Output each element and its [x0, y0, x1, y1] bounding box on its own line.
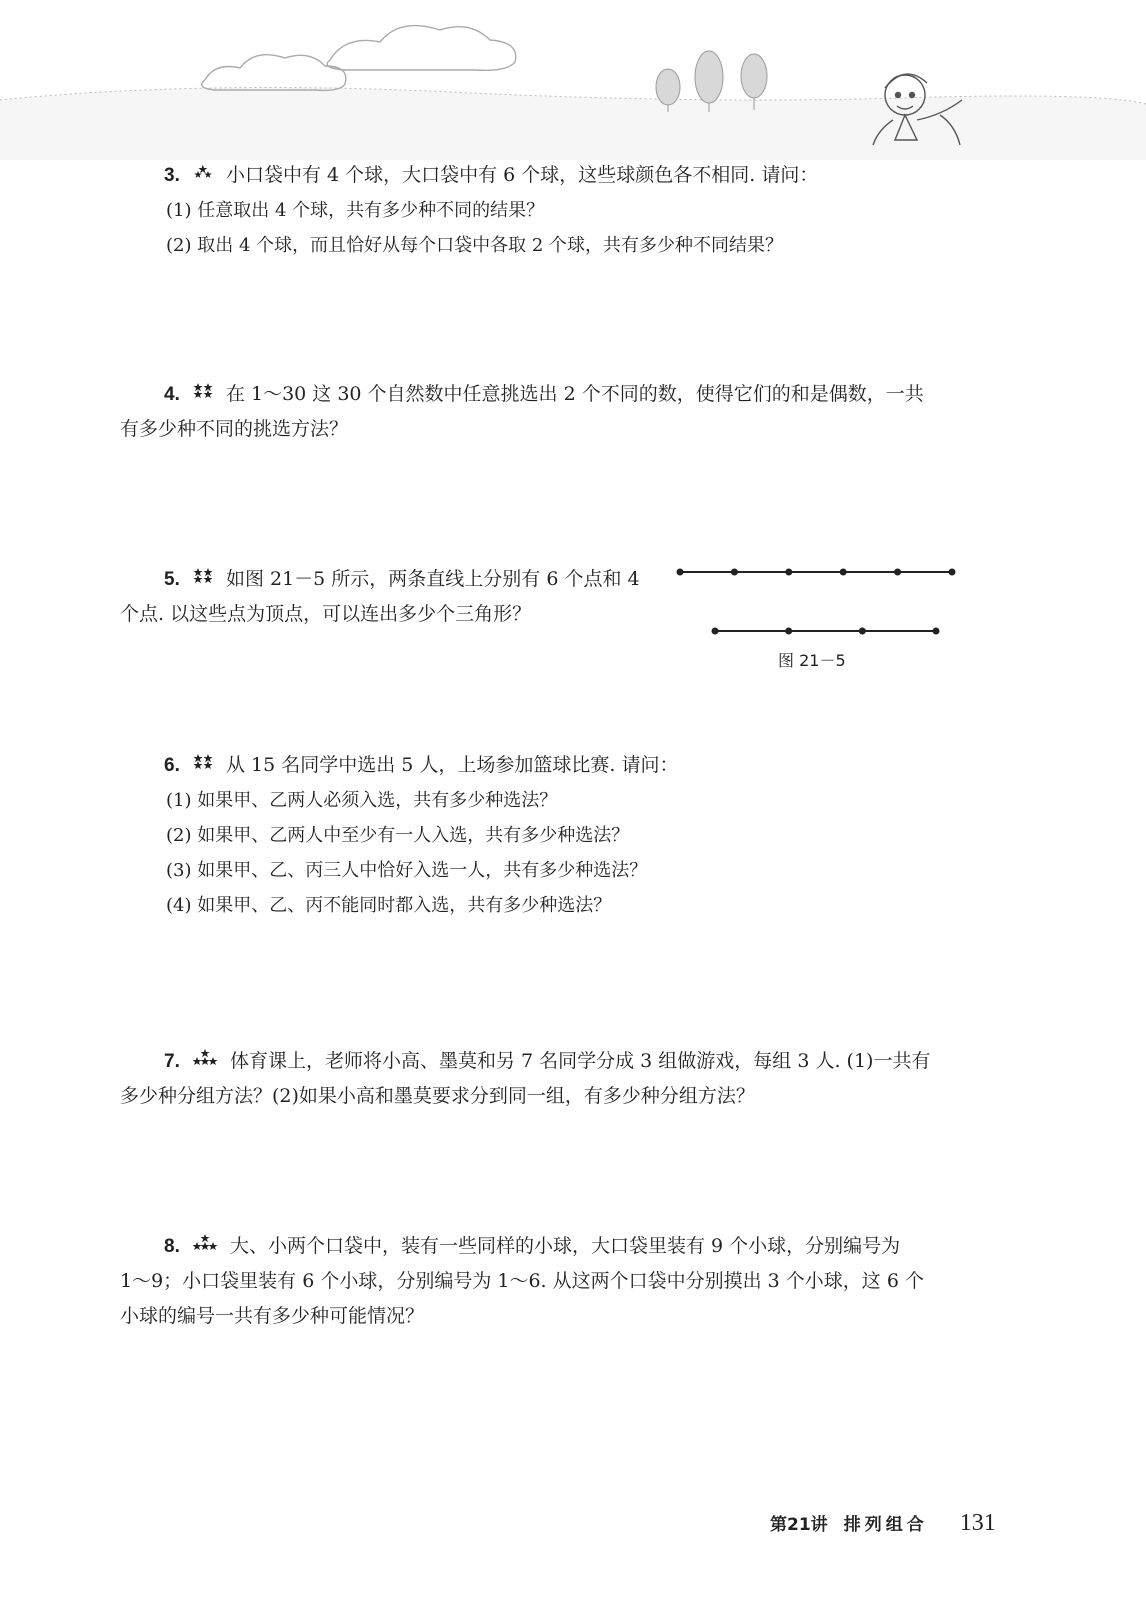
problem-text: 小球的编号一共有多少种可能情况？: [120, 1305, 425, 1327]
chapter-label: 第21讲: [770, 1515, 828, 1535]
problem-number: 7.: [164, 1051, 180, 1072]
problem-8: [120, 1229, 1020, 1334]
chapter-topic: 排列组合: [843, 1515, 928, 1535]
point: [785, 569, 792, 576]
difficulty-star-icon: [192, 382, 214, 398]
problem-text: 多少种分组方法？(2)如果小高和墨莫要求分到同一组，有多少种分组方法？: [120, 1085, 755, 1107]
difficulty-star-icon: [192, 753, 214, 769]
problem-text: 小口袋中有 4 个球，大口袋中有 6 个球，这些球颜色各不相同. 请问：: [225, 164, 819, 186]
problem-text: 1～9；小口袋里装有 6 个小球，分别编号为 1～6. 从这两个口袋中分别摸出 3 个小球，这 6 个: [120, 1270, 924, 1292]
problem-number: 8.: [164, 1236, 180, 1257]
difficulty-star-icon: [192, 1049, 218, 1065]
problem-text: 有多少种不同的挑选方法？: [120, 418, 349, 440]
problem-number: 6.: [164, 755, 180, 776]
problem-number: 4.: [164, 384, 180, 405]
sub-question: (3) 如果甲、乙、丙三人中恰好入选一人，共有多少种选法？: [166, 860, 648, 881]
header-illustration: [0, 0, 1146, 160]
problem-text: 在 1～30 这 30 个自然数中任意挑选出 2 个不同的数，使得它们的和是偶数，一共: [225, 383, 924, 405]
page-footer: [770, 1510, 996, 1537]
point: [859, 628, 866, 635]
point: [840, 569, 847, 576]
problem-3: [120, 158, 1020, 263]
point: [949, 569, 956, 576]
problem-4: [120, 377, 1020, 447]
problem-number: 3.: [164, 165, 180, 186]
point: [712, 628, 719, 635]
problem-7: [120, 1044, 1020, 1114]
sub-question: (1) 任意取出 4 个球，共有多少种不同的结果？: [166, 200, 545, 221]
difficulty-star-icon: [192, 163, 214, 179]
problem-text: 个点. 以这些点为顶点，可以连出多少个三角形？: [120, 603, 532, 625]
sub-question: (1) 如果甲、乙两人必须入选，共有多少种选法？: [166, 790, 558, 811]
point: [785, 628, 792, 635]
cloud-icon: [202, 26, 516, 91]
difficulty-star-icon: [192, 1234, 218, 1250]
point: [731, 569, 738, 576]
problem-text: 如图 21－5 所示，两条直线上分别有 6 个点和 4: [225, 568, 640, 590]
point: [894, 569, 901, 576]
sub-question: (2) 取出 4 个球，而且恰好从每个口袋中各取 2 个球，共有多少种不同结果？: [166, 235, 784, 256]
point: [933, 628, 940, 635]
sub-question: (2) 如果甲、乙两人中至少有一人入选，共有多少种选法？: [166, 825, 630, 846]
difficulty-star-icon: [192, 567, 214, 583]
problem-text: 体育课上，老师将小高、墨莫和另 7 名同学分成 3 组做游戏，每组 3 人. (1)一共有: [229, 1050, 931, 1072]
page-number: 131: [959, 1510, 996, 1536]
problem-text: 大、小两个口袋中，装有一些同样的小球，大口袋里装有 9 个小球，分别编号为: [229, 1235, 901, 1257]
sub-question: (4) 如果甲、乙、丙不能同时都入选，共有多少种选法？: [166, 895, 612, 916]
problem-6: [120, 748, 1020, 923]
problem-number: 5.: [164, 569, 180, 590]
problem-text: 从 15 名同学中选出 5 人，上场参加篮球比赛. 请问：: [225, 754, 679, 776]
problem-5: [120, 562, 680, 632]
point: [677, 569, 684, 576]
figure-caption: 图 21－5: [778, 651, 846, 670]
